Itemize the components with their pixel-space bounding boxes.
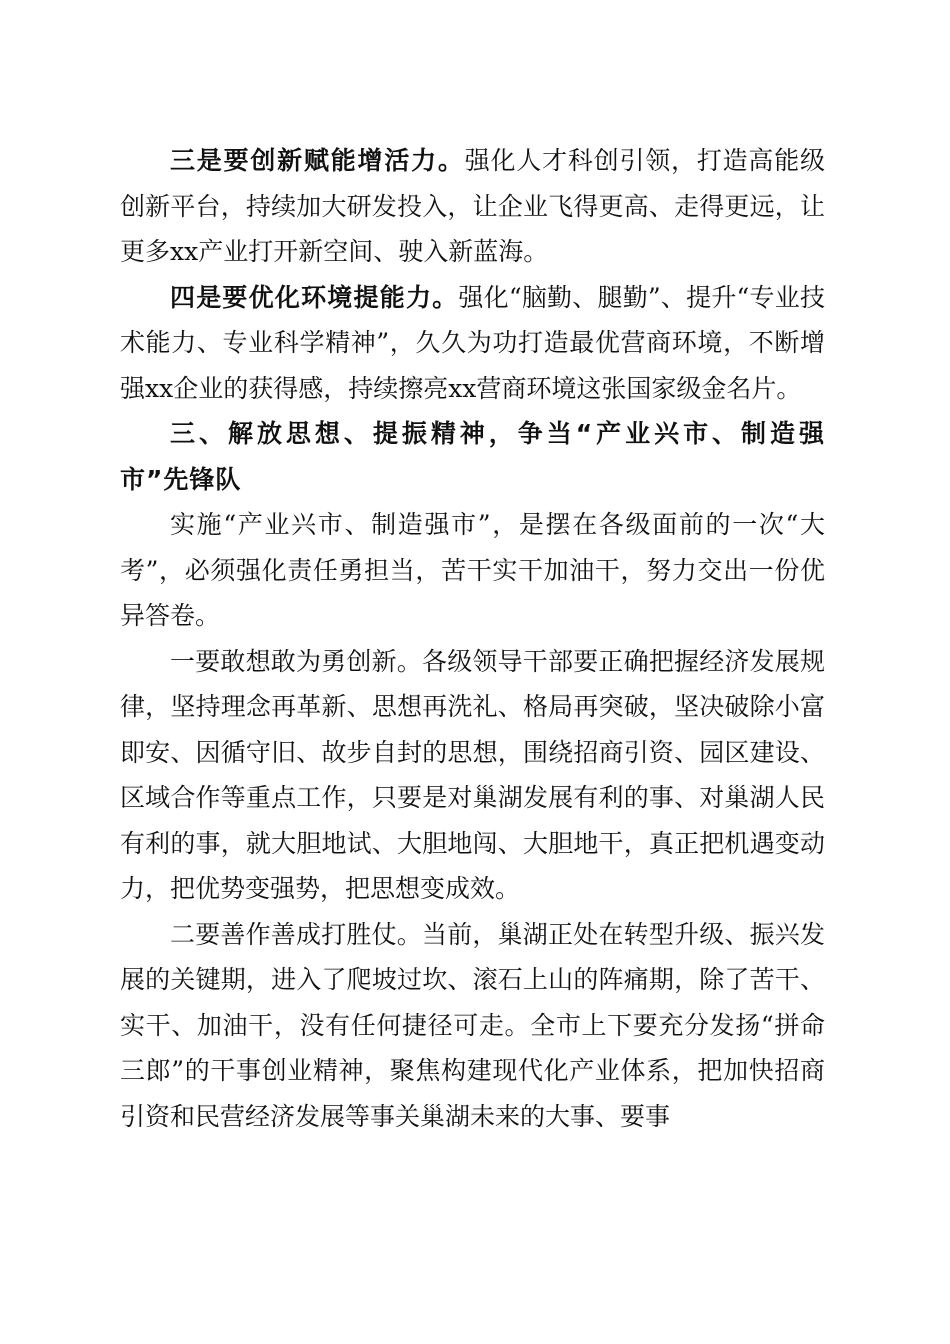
- point-paragraph: 一要敢想敢为勇创新。各级领导干部要正确把握经济发展规律，坚持理念再革新、思想再洗礼、格局再突破，坚决破除小富即安、因循守旧、故步自封的思想，围绕招商引资、园区建设、区域合作等重点工作，只要是对巢湖发展有利的事、对巢湖人民有利的事，就大胆地试、大胆地闯、大胆地干，真正把机遇变动力，把优势变强势，把思想变成效。: [120, 646, 825, 903]
- paragraph-innovation: [120, 138, 825, 275]
- document-body: [120, 138, 825, 1139]
- paragraph-text: 强化“脑勤、腿勤”、提升“专业技术能力、专业科学精神”，久久为功打造最优营商环境，不断增强xx企业的获得感，持续擦亮xx营商环境这张国家级金名片。: [120, 282, 825, 403]
- paragraph-lead: 三是要创新赋能增活力。: [170, 146, 465, 175]
- point-paragraph: 二要善作善成打胜仗。当前，巢湖正处在转型升级、振兴发展的关键期，进入了爬坡过坎、滚石上山的阵痛期，除了苦干、实干、加油干，没有任何捷径可走。全市上下要充分发扬“拼命三郎”的干事创业精神，聚焦构建现代化产业体系，把加快招商引资和民营经济发展等事关巢湖未来的大事、要事: [120, 919, 825, 1131]
- paragraph-environment: [120, 275, 825, 412]
- paragraph-text: 强化人才科创引领，打造高能级创新平台，持续加大研发投入，让企业飞得更高、走得更远，让更多xx产业打开新空间、驶入新蓝海。: [120, 146, 825, 266]
- paragraph-lead: 四是要优化环境提能力。: [170, 282, 459, 312]
- section-intro: 实施“产业兴市、制造强市”，是摆在各级面前的一次“大考”，必须强化责任勇担当，苦干实干加油干，努力交出一份优异答卷。: [120, 510, 825, 630]
- section-heading: 三、解放思想、提振精神，争当“产业兴市、制造强市”先锋队: [120, 419, 825, 494]
